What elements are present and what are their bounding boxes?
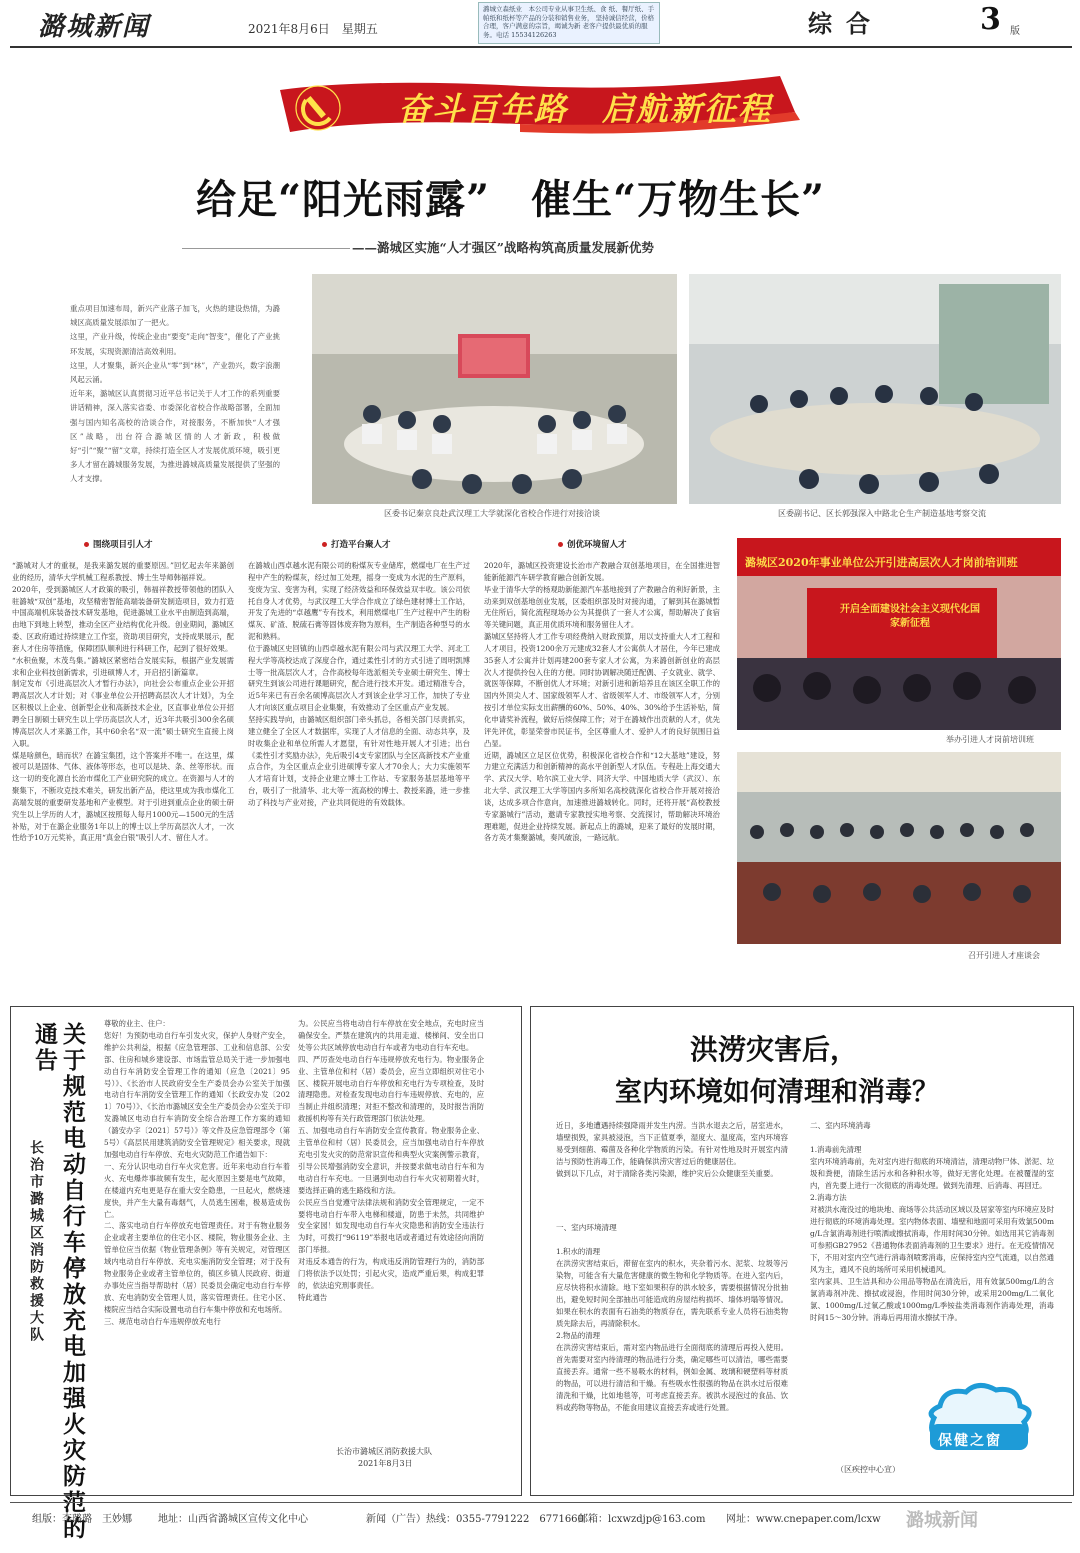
flood-intro: 近日，多地遭遇持续强降雨并发生内涝。当洪水退去之后，居室进水，墙壁损毁，家具被浸泡，当下正值夏季，湿度大、温度高，室内环境容易受到细菌、霉菌及各种化学物质的污染。有针对性地及时开展室内清洁与预防性消毒工作，能确保洪涝灾害过后的健康居住。 做到以下几点，对于清除各类污染源，维护灾后公众健康至关重要。	[556, 1121, 788, 1178]
photo-meeting-2	[689, 274, 1061, 504]
fire-notice-body2: 为。公民应当将电动自行车停放在安全地点，充电时应当确保安全。严禁在建筑内的共用走道、楼梯间、安全出口处等公共区域停放电动自行车或者为电动自行车充电。 四、严厉查处电动自行车违规停放充电行为。物业服务企业、主管单位和村（居）委员会，应当立即组织对住宅小区、楼院开展电动自行车停放和充电行为专项检查，及时清理隐患。对检查发现电动自行车违规停放、充电的，应当制止并组织清理；对拒不整改和清理的，及时报告消防救援机构等有关行政管理部门依法处理。 五、加强电动自行车消防安全宣传教育。物业服务企业、主管单位和村（居）民委员会，应当加强电动自行车停放充电引发火灾的防范常识宣传和典型火灾案例警示教育，引导公民增强消防安全意识，并按要求做电动自行车和为电动自行车充电。一旦遇到电动自行车火灾初期着火时，要选择正确的逃生路线和方法。 公民应当自觉遵守法律法规和消防安全管理规定，一定不要将电动自行车带入电梯和楼道，防患于未然，共同维护安全家园！如发现电动自行车火灾隐患和消防安全违法行为时，可拨打“96119”举报电话或者通过有效途径向消防部门举报。 对违反本通告的行为，构成违反消防管理行为的，消防部门将依法予以处罚；引起火灾，造成严重后果，构成犯罪的，依法追究刑事责任。 特此通告	[298, 1019, 484, 1302]
footer-hotline: 新闻（广告）热线：0355-7791222 6771660	[366, 1514, 584, 1525]
page-number: 3	[980, 2, 1001, 37]
photo-meeting-1	[312, 274, 677, 504]
flood-sec2-head: 二、室内环境消毒	[810, 1121, 871, 1130]
main-subheadline: ——潞城区实施“人才强区”战略构筑高质量发展新优势	[352, 240, 654, 255]
photo-forum	[737, 752, 1061, 944]
fire-notice-title: 关于规范电动自行车停放充电加强火灾防范的通告	[31, 1022, 86, 1542]
masthead-ad: 潞城立森纸业 本公司专业从事卫生纸、食 纸、餐厅纸、手帕纸和纸杯等产品的分装和销售业务， 坚持诚信经营，价格合理，客户满意的宗旨，竭诚为新 老客户提供最优质的服务。电话 15534126263	[478, 2, 660, 44]
fire-notice-footer-issuer: 长治市潞城区消防救援大队	[336, 1447, 432, 1456]
newspaper-logo: 潞城新闻	[38, 12, 151, 42]
col1-head: 围绕项目引人才	[84, 538, 153, 550]
photo3-caption: 举办引进人才岗前培训班	[946, 735, 1034, 744]
fire-notice-body1: 尊敬的业主、住户： 您好！为预防电动自行车引发火灾，保护人身财产安全，维护公共利益，根据《应急管理部、工业和信息部、公安部、住房和城乡建设部、市场监管总局关于进一步加强电动自行车消防安全管理工作的通知（应急〔2021〕95号）》、《长治市人民政府安全生产委员会办公室关于加强电动自行车消防安全管理工作的通知（长政安办发〔2021〕70号）》、《长治市潞城区安全生产委员会办公室关于印发潞城区电动自行车消防安全综合治理工作方案的通知（潞安办字〔2021〕57号）》等文件及应急管理部令（第5号）《高层民用建筑消防安全管理规定》相关要求，现就加强电动自行车停放、充电火灾防范工作通告如下： 一、充分认识电动自行车火灾危害。近年来电动自行车着火、充电爆炸事故频有发生，起火原因主要是电气故障，在楼道内充电更是存在重大安全隐患，一旦起火，燃烧速度快，并产生大量有毒烟气，人员逃生困难，极易造成伤亡。 二、落实电动自行车停放充电管理责任。对于有物业服务企业或者主要单位的住宅小区、楼院，物业服务企业、主管单位应当依据《物业管理条例》等有关规定，对管理区域内电动自行车停放、充电实施消防安全管理；对于没有物业服务企业或者主管单位的，镇区乡镇人民政府、街道办事处应当指导帮助村（居）民委员会确定电动自行车停放、充电消防安全管理人员，落实管理责任。住宅小区、楼院应当结合实际设置电动自行车集中停放和充电场所。 三、规范电动自行车违规停放充电行	[104, 1019, 290, 1326]
subhead-rule	[182, 248, 350, 249]
col1-text: “潞城对人才的重视，是我来潞发展的重要原因。”回忆起去年来潞创业的经历，清华大学机械工程系教授、博士生导师韩福祥说。 2020年，受到潞城区人才政策的吸引，韩福祥教授带领他的团队入驻潞城“双创”基地，攻坚精密智能高端装备研发制造项目，致力打造中国高端机床装备技术研发基地，促进潞城工业水平由制造到高端，由地下到地上转型，推动全区产业结构优化升级。创业期间，潞城区委、区政府通过持续建立工作室，资助项目研究，支持成果展示，配套人才住房等措施，保障团队顺利进行科研工作，起到了很好效果。 “水积鱼聚，木茂鸟集。”潞城区紧密结合发展实际，根据产业发展需求和企业科技创新需求，引进硕博人才，开启招引新篇章。 制定发布《引进高层次人才暂行办法》，向社会公布重点企业公开招聘高层次人才计划；对《事业单位公开招聘高层次人才计划》，为全区积极以上企业、创新型企业和高新技术企业，区直事业单位公开招聘全日制硕士研究生以上学历高层次人才，近3年共吸引300余名硕博高层次人才来潞工作，其中60余名“双一流”硕士研究生直接上岗入职。 煤是啥颜色，暗而状？在潞宝集团，这个答案并不唯一。在这里，煤被可以是固体、气体、液体等形态，也可以是块、条、丝等形状。而这一切的变化源自长治市煤化工产业研究院的成立。在资源与人才的聚集下，不断攻克技术难关，研发出新产品，使这里成为我市煤化工高端发展的重要研发基地和产业模型。对于引进到重点企业的硕士研究生以上学历的人才，潞城区按照每人每月1000元—1500元的生活补贴，对于在潞企业服务1年以上的博士以上学历高层次人才，一次性给予10万元奖补，真正用“真金白银”吸引人才、留住人才。	[12, 561, 234, 843]
col2-text: 在潞城山西卓越水泥有限公司的粉煤灰专业储库，燃煤电厂在生产过程中产生的粉煤灰，经过加工处理，摇身一变成为水泥的生产原料，变废为宝、变害为利，实现了经济效益和环保效益双丰收。该公司依托自身人才优势，与武汉理工大学合作成立了绿色建材博士工作站，开发了先进的“卓越鹰”专有技术，利用燃煤电厂生产过程中产生的粉煤灰、矿渣、脱硫石膏等固体废弃物为原料，生产制造各种型号的水泥和熟料。 位于潞城区史回镇的山西卓越水泥有限公司与武汉理工大学、河北工程大学等高校达成了深度合作，通过柔性引才的方式引进了周明凯博士等一批高层次人才，合作高校每年选派相关专业硕士研究生、博士研究生到该公司进行课题研究，配合进行技术开发。通过精准专合，近5年来已有百余名硕博高层次人才到该企业学习工作，加快了专业人才向该区重点项目企业集聚，有效推动了全区重点产业发展。 坚持实践导向，由潞城区组织部门牵头抓总，各相关部门尽责抓实，建立健全了全区人才数据库，实现了人才信息的全面、动态共享，及时收集企业和单位所需人才愿望，有针对性地开展人才引进；出台《柔性引才奖励办法》，先后吸引4支专家团队与全区高新技术产业重点合作，为全区重点企业引进硕博专家人才70余人；大力实施领军人才培育计划，支持企业建立博士工作站、专家服务基层基地等平台，吸引了一批清华、北大等一流高校的博士、教授来潞，进一步推动了科技与产业对接，产业共同促进的有效载体。	[248, 561, 470, 807]
health-badge-text: 保健之窗	[938, 1433, 1002, 1449]
photo1-caption: 区委书记秦京良赴武汉理工大学就深化省校合作进行对接洽谈	[384, 509, 600, 518]
footer-address: 地址：山西省潞城区宣传文化中心	[158, 1514, 308, 1525]
flood-sec1-text: 1.积水的清理 在洪涝灾害结束后，滞留在室内的积水，夹杂着污水、泥浆、垃圾等污染物，可能含有大量危害健康的微生物和化学物质等。在进入室内后，应尽快将积水清除。地下室如果积存的洪水较多，需要根据情况分批抽出，避免短时间全部抽出可能造成的房屋结构损坏、墙体坍塌等情况。如果在积水的表面有石油类的物质存在，需先联系专业人员将石油类物质先除去后，再清除积水。 2.物品的清理 在洪涝灾害结束后，需对室内物品进行全面彻底的清理后再投入使用。首先需要对室内待清理的物品进行分类，确定哪些可以清洁，哪些需要直接丢弃。通常一些不易吸水的材料，例如金属、玻璃和硬塑料等材质的物品，可以进行清洁和干燥。有些吸水性很强的物品在洪水过后很难清洗和干燥，比如地毯等，可考虑直接丢弃。被洪水浸泡过的食品、饮料或药物等物品，不能食用建议直接丢弃或进行处置。	[556, 1247, 788, 1412]
flood-title-line2: 室内环境如何清理和消毒？	[615, 1077, 939, 1108]
main-headline: 给足“阳光雨露” 催生“万物生长”	[196, 176, 826, 223]
flood-sec2-text: 1.消毒前先清理 室内环境消毒前，先对室内进行彻底的环境清洁，清理动物尸体、淤泥、垃圾和粪便，清除生活污水和各种积水等，做好无害化处理。在被覆湿的室内，首先要上进行一次彻底的消毒处理。做到先清理、后消毒、再回迁。 2.消毒方法 对被洪水淹没过的地块地、商场等公共活动区域以及居家等室内环境应及时进行彻底的环境消毒处理。室内物体表面、墙壁和地面可采用有效氯500mg/L含氯消毒剂进行喷洒或擦拭消毒，作用时间30分钟。如选用其它消毒剂可参照GB27952《普通物体表面消毒剂的卫生要求》进行。在无疫情情况下，不用对室内空气进行消毒剂喷雾消毒，应保持室内空气流通，以自然通风为主，通风不良的场所可采用机械通风。 室内家具、卫生洁具和办公用品等物品在清洗后，用有效氯500mg/L的含氯消毒剂冲洗、擦拭或浸泡，作用时间30分钟，或采用200mg/L二氧化氯、1000mg/L过氧乙酸或1000mg/L季铵盐类消毒剂作消毒处理，消毒时间15～30分钟。消毒后再用清水擦拭干净。	[810, 1145, 1054, 1322]
footer-editor: 组版：李璐璐 王妙娜	[32, 1514, 132, 1525]
fire-notice-issuer: 长治市潞城区消防救援大队	[28, 1140, 44, 1344]
hammer-sickle-icon	[296, 86, 340, 130]
banner-photo-text2: 开启全面建设社会主义现代化国家新征程	[840, 604, 980, 629]
photo4-caption: 召开引进人才座谈会	[968, 951, 1040, 960]
banner-slogan: 奋斗百年路 启航新征程	[398, 90, 773, 128]
flood-title-line1: 洪涝灾害后，	[690, 1033, 859, 1066]
col2-head: 打造平台聚人才	[322, 538, 391, 550]
col3-head: 创优环境留人才	[558, 538, 627, 550]
lead-paragraph: 重点项目加速布局，新兴产业落子加飞，火热的建设热情，为潞城区高质量发展添加了一把火。 这里，产业升级，传统企业由“要变”走向“智变”，催化了产业挑环发展，实现资源清洁高效利用。 这里，人才聚集，新兴企业从“零”到“林”，产业勃兴，数字浪潮风起云涌。 近年来，潞城区认真贯彻习近平总书记关于人才工作的系列重要讲话精神，深入落实省委、市委深化省校合作战略部署，全面加强与国内知名高校的洽谈合作，对接服务，不断加快“人才强区”战略，出台符合潞城区情的人才新政，积极做好“引”“聚”“留”文章，持续打造全区人才发展优质环境，吸引更多人才留在潞城服务发展，为推进潞城高质量发展提供了坚强的人才支撑。	[70, 304, 280, 484]
bullet-icon	[558, 542, 563, 547]
bullet-icon	[84, 542, 89, 547]
footer-email: 邮箱：lcxwzdjp@163.com	[578, 1514, 706, 1525]
flood-source: （区疾控中心宣）	[836, 1465, 900, 1474]
footer-website: 网址：www.cnepaper.com/lcxw	[726, 1514, 881, 1525]
issue-date: 2021年8月6日 星期五	[248, 22, 378, 36]
section-name: 综合	[808, 9, 884, 38]
bullet-icon	[322, 542, 327, 547]
banner-photo-text1: 潞城区2020年事业单位公开引进高层次人才岗前培训班	[745, 556, 1018, 569]
footer-watermark: 潞城新闻	[906, 1510, 978, 1531]
page-suffix: 版	[1010, 26, 1020, 37]
flood-sec1-head: 一、室内环境清理	[556, 1223, 617, 1232]
fire-notice-footer-date: 2021年8月3日	[358, 1459, 413, 1468]
col3-text: 2020年，潞城区投资建设长治市产教融合双创基地项目，在全国推进智能新能源汽车研学教育融合创新发展。 毕业于清华大学的杨观助新能源汽车基地接到了产教融合的利好新景，主动来到双创基地创业发展，区委组织部及时对接沟通，了解到其在潞城暂无住所后，简化流程现场办公为其提供了一套人才公寓，帮助解决了食宿等关键问题，真正用优质环境和服务留住人才。 潞城区坚持将人才工作专项经费纳入财政预算，用以支持重大人才工程和人才项目，投资1200余万元建成32套人才公寓供人才居住，今年已建成35套人才公寓并计划再建200套专家人才公寓，为来潞创新创业的高层次人才提供拎包入住的方便。同时协调解决随迁配偶、子女就业、就学、就医等保障，不断创优人才环境；对新引进和新培养且在该区全职工作的国内外顶尖人才、国家级领军人才、省级领军人才、市级领军人才，分别按引才单位实际支出薪酬的60%、50%、40%、30%给予生活补贴，简化申请奖补流程，做好后续保障工作；对于在潞城作出贡献的人才，优先评先评优，彰显荣誉市民证书，全区尊重人才、爱护人才的良好氛围日益凸显。 近期，潞城区立足区位优势，积极深化省校合作和“12大基地”建设，努力建立充满活力和创新精神的高水平创新型人才队伍。专程赴上海交通大学、武汉大学、哈尔滨工业大学、同济大学、中国地质大学（武汉）、东北大学、武汉理工大学等国内多所知名高校就深化省校合作开展对接洽谈，达成多项合作意向，加速推进潞城转化。同时，还将开展“高校教授专家潞城行”活动，邀请专家教授实地考察、交流探讨，帮助解决环境治理难题，促进企业持续发展。新起点上的潞城，迎来了最好的发展时期，各方英才集聚潞城，奏风破浪，一路远航。	[484, 561, 720, 843]
photo2-caption: 区委副书记、区长郭强深入中路北仑生产制造基地考察交流	[778, 509, 986, 518]
